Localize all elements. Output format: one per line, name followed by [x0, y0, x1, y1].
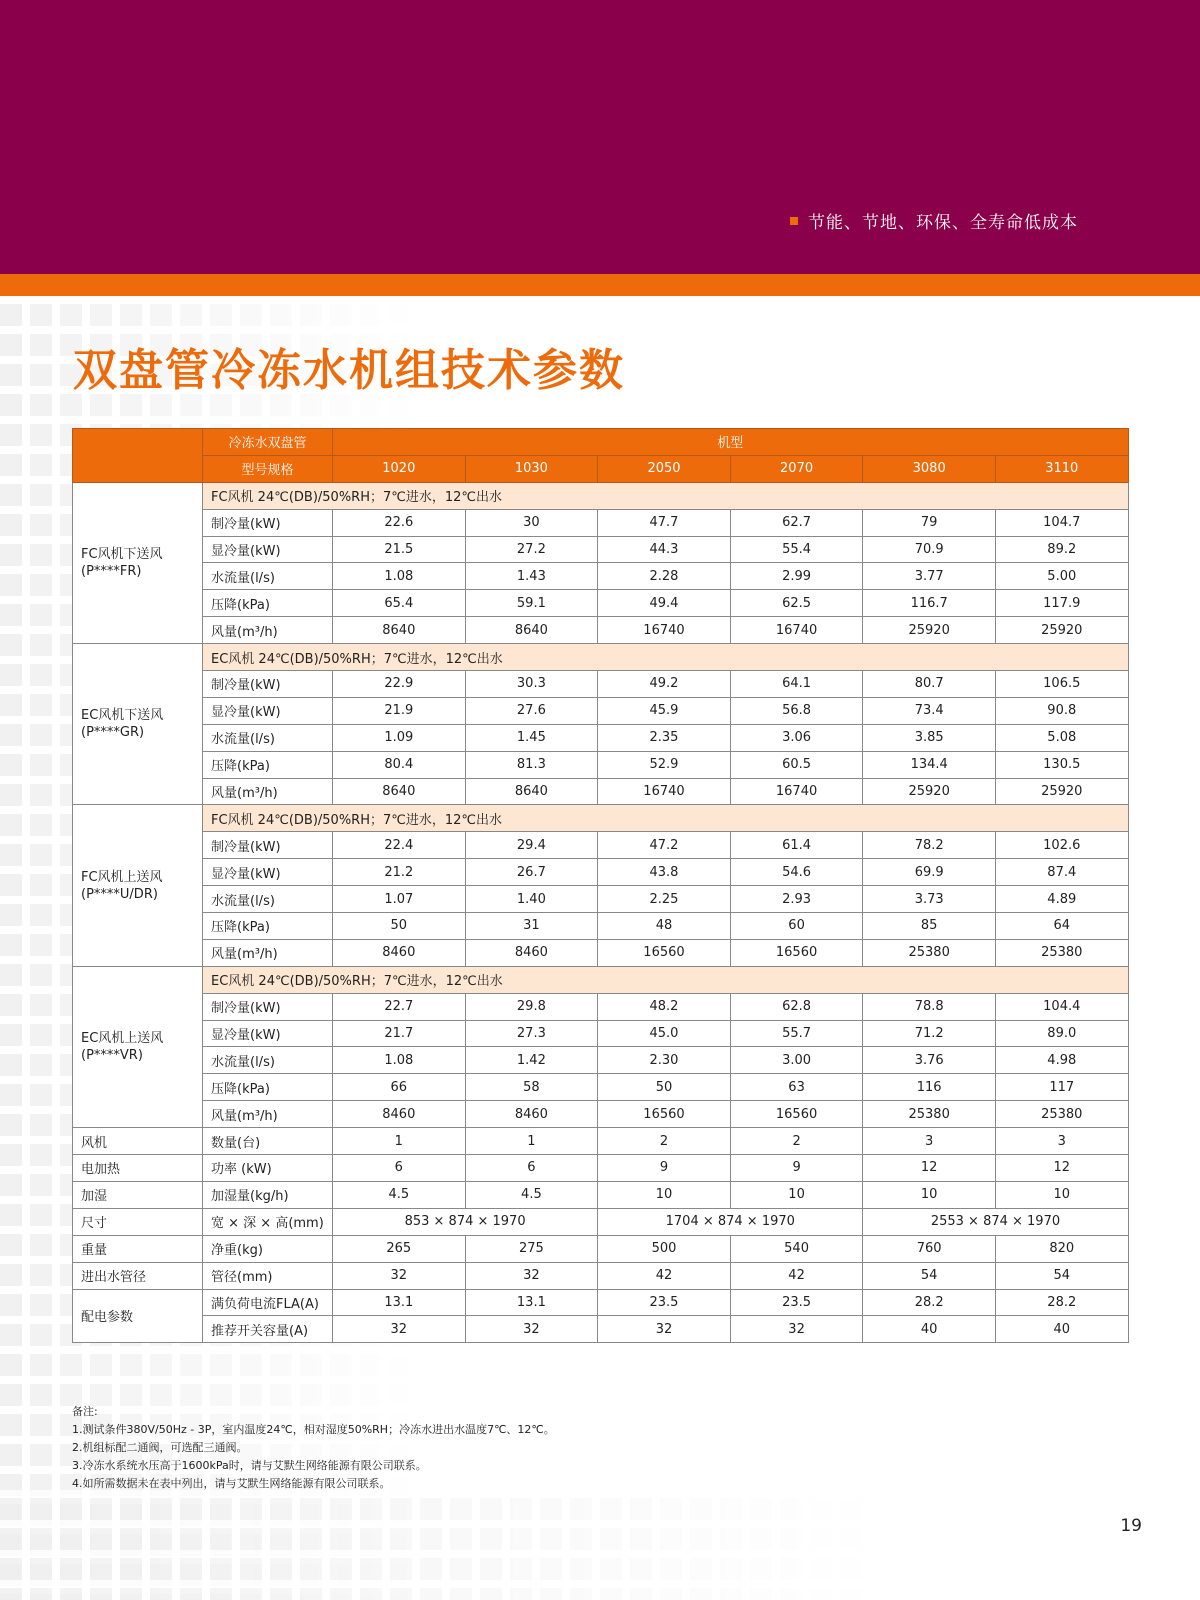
- value-cell: 23.5: [598, 1289, 731, 1316]
- table-row: [73, 939, 1129, 966]
- value-cell: 820: [995, 1235, 1128, 1262]
- value-cell: 21.7: [333, 1020, 466, 1047]
- row-label-cell: 满负荷电流FLA(A): [203, 1289, 333, 1316]
- value-cell: 25920: [863, 778, 996, 805]
- value-cell: 9: [730, 1155, 863, 1182]
- value-cell: 4.5: [333, 1181, 466, 1208]
- table-row: [73, 859, 1129, 886]
- row-label-cell: 水流量(l/s): [203, 886, 333, 913]
- value-cell: 8640: [333, 778, 466, 805]
- value-cell: 8460: [333, 939, 466, 966]
- square-bullet-icon: [790, 217, 798, 225]
- spec-table-body: [73, 429, 1129, 1343]
- value-cell: 32: [465, 1262, 598, 1289]
- value-cell: 80.4: [333, 751, 466, 778]
- value-cell: 10: [863, 1181, 996, 1208]
- row-label-cell: 显冷量(kW): [203, 697, 333, 724]
- group-name-cell: 尺寸: [73, 1208, 203, 1235]
- value-cell: 59.1: [465, 590, 598, 617]
- value-cell: 30: [465, 509, 598, 536]
- row-label-cell: 加湿量(kg/h): [203, 1181, 333, 1208]
- group-name-cell: 重量: [73, 1235, 203, 1262]
- value-cell: 79: [863, 509, 996, 536]
- value-cell: 61.4: [730, 832, 863, 859]
- value-cell: 500: [598, 1235, 731, 1262]
- table-row: [73, 1155, 1129, 1182]
- group-name-cell: FC风机上送风 (P****U/DR): [73, 805, 203, 966]
- header-label-cell: 冷冻水双盘管: [203, 429, 333, 456]
- condition-cell: FC风机 24℃(DB)/50%RH；7℃进水，12℃出水: [203, 805, 1129, 832]
- table-row: [73, 751, 1129, 778]
- value-cell: 89.2: [995, 536, 1128, 563]
- header-row: [73, 429, 1129, 456]
- value-cell: 32: [333, 1262, 466, 1289]
- value-cell: 27.6: [465, 697, 598, 724]
- row-label-cell: 制冷量(kW): [203, 832, 333, 859]
- note-item: 4.如所需数据未在表中列出，请与艾默生网络能源有限公司联系。: [72, 1477, 391, 1490]
- model-header-cell: 3110: [995, 455, 1128, 482]
- value-cell: 32: [333, 1316, 466, 1343]
- table-row: [73, 1020, 1129, 1047]
- table-row: [73, 1208, 1129, 1235]
- value-cell: 760: [863, 1235, 996, 1262]
- value-cell: 21.2: [333, 859, 466, 886]
- value-cell: 85: [863, 913, 996, 940]
- notes-heading: 备注:: [72, 1405, 98, 1418]
- table-row: [73, 993, 1129, 1020]
- table-row: [73, 1047, 1129, 1074]
- value-cell: 117: [995, 1074, 1128, 1101]
- value-cell: 62.8: [730, 993, 863, 1020]
- value-cell: 2: [598, 1128, 731, 1155]
- table-row: [73, 1316, 1129, 1343]
- value-cell: 1.45: [465, 724, 598, 751]
- value-cell: 45.0: [598, 1020, 731, 1047]
- row-label-cell: 显冷量(kW): [203, 536, 333, 563]
- value-cell: 2: [730, 1128, 863, 1155]
- model-header-cell: 2070: [730, 455, 863, 482]
- value-cell: 80.7: [863, 671, 996, 698]
- row-label-cell: 水流量(l/s): [203, 1047, 333, 1074]
- value-cell: 106.5: [995, 671, 1128, 698]
- value-cell: 102.6: [995, 832, 1128, 859]
- header-label-cell: 型号规格: [203, 455, 333, 482]
- value-cell: 55.4: [730, 536, 863, 563]
- value-cell: 81.3: [465, 751, 598, 778]
- group-name-cell: 风机: [73, 1128, 203, 1155]
- value-cell: 117.9: [995, 590, 1128, 617]
- value-cell: 22.7: [333, 993, 466, 1020]
- value-cell: 64: [995, 913, 1128, 940]
- value-cell: 70.9: [863, 536, 996, 563]
- orange-stripe: [0, 274, 1200, 296]
- value-cell: 54: [863, 1262, 996, 1289]
- row-label-cell: 显冷量(kW): [203, 1020, 333, 1047]
- value-cell: 10: [995, 1181, 1128, 1208]
- value-cell: 16740: [598, 617, 731, 644]
- row-label-cell: 显冷量(kW): [203, 859, 333, 886]
- value-cell: 25380: [863, 939, 996, 966]
- value-cell: 71.2: [863, 1020, 996, 1047]
- value-cell: 44.3: [598, 536, 731, 563]
- value-cell: 13.1: [465, 1289, 598, 1316]
- row-label-cell: 推荐开关容量(A): [203, 1316, 333, 1343]
- page-number: 19: [1120, 1516, 1142, 1536]
- slogan: [790, 208, 1078, 233]
- value-cell: 6: [333, 1155, 466, 1182]
- value-cell: 30.3: [465, 671, 598, 698]
- value-cell: 32: [598, 1316, 731, 1343]
- value-cell: 42: [730, 1262, 863, 1289]
- group-name-cell: 配电参数: [73, 1289, 203, 1343]
- value-cell: 22.6: [333, 509, 466, 536]
- table-row: [73, 724, 1129, 751]
- value-cell: 1.08: [333, 1047, 466, 1074]
- row-label-cell: 压降(kPa): [203, 1074, 333, 1101]
- table-row: [73, 1235, 1129, 1262]
- value-cell: 10: [598, 1181, 731, 1208]
- table-row: [73, 697, 1129, 724]
- row-label-cell: 数量(台): [203, 1128, 333, 1155]
- value-cell: 3.85: [863, 724, 996, 751]
- condition-cell: EC风机 24℃(DB)/50%RH；7℃进水，12℃出水: [203, 644, 1129, 671]
- value-cell: 130.5: [995, 751, 1128, 778]
- value-cell: 2.30: [598, 1047, 731, 1074]
- table-row: [73, 617, 1129, 644]
- value-cell: 16740: [730, 617, 863, 644]
- condition-row: [73, 482, 1129, 509]
- value-cell: 54: [995, 1262, 1128, 1289]
- value-cell: 265: [333, 1235, 466, 1262]
- value-cell: 21.5: [333, 536, 466, 563]
- dimension-cell: 853 × 874 × 1970: [333, 1208, 598, 1235]
- value-cell: 8460: [333, 1101, 466, 1128]
- value-cell: 3.73: [863, 886, 996, 913]
- value-cell: 32: [465, 1316, 598, 1343]
- value-cell: 62.5: [730, 590, 863, 617]
- table-row: [73, 536, 1129, 563]
- value-cell: 49.4: [598, 590, 731, 617]
- value-cell: 4.89: [995, 886, 1128, 913]
- value-cell: 87.4: [995, 859, 1128, 886]
- row-label-cell: 压降(kPa): [203, 590, 333, 617]
- group-name-cell: 进出水管径: [73, 1262, 203, 1289]
- value-cell: 23.5: [730, 1289, 863, 1316]
- value-cell: 32: [730, 1316, 863, 1343]
- table-row: [73, 1074, 1129, 1101]
- group-name-cell: 电加热: [73, 1155, 203, 1182]
- dimension-cell: 1704 × 874 × 1970: [598, 1208, 863, 1235]
- row-label-cell: 功率 (kW): [203, 1155, 333, 1182]
- notes: [72, 1403, 555, 1493]
- value-cell: 2.93: [730, 886, 863, 913]
- row-label-cell: 宽 × 深 × 高(mm): [203, 1208, 333, 1235]
- value-cell: 27.3: [465, 1020, 598, 1047]
- value-cell: 22.4: [333, 832, 466, 859]
- value-cell: 25380: [995, 939, 1128, 966]
- row-label-cell: 制冷量(kW): [203, 993, 333, 1020]
- value-cell: 25920: [995, 617, 1128, 644]
- value-cell: 64.1: [730, 671, 863, 698]
- value-cell: 42: [598, 1262, 731, 1289]
- value-cell: 29.8: [465, 993, 598, 1020]
- row-label-cell: 风量(m³/h): [203, 1101, 333, 1128]
- value-cell: 8460: [465, 939, 598, 966]
- slogan-text: 节能、节地、环保、全寿命低成本: [808, 213, 1078, 233]
- value-cell: 1.08: [333, 563, 466, 590]
- value-cell: 3.06: [730, 724, 863, 751]
- row-label-cell: 风量(m³/h): [203, 939, 333, 966]
- value-cell: 90.8: [995, 697, 1128, 724]
- value-cell: 116: [863, 1074, 996, 1101]
- value-cell: 12: [995, 1155, 1128, 1182]
- value-cell: 3: [863, 1128, 996, 1155]
- value-cell: 26.7: [465, 859, 598, 886]
- row-label-cell: 水流量(l/s): [203, 724, 333, 751]
- condition-row: [73, 966, 1129, 993]
- table-row: [73, 1101, 1129, 1128]
- value-cell: 50: [598, 1074, 731, 1101]
- value-cell: 16560: [598, 1101, 731, 1128]
- value-cell: 63: [730, 1074, 863, 1101]
- value-cell: 25380: [863, 1101, 996, 1128]
- background-grid-pattern-bottom: [0, 1490, 900, 1600]
- row-label-cell: 制冷量(kW): [203, 509, 333, 536]
- row-label-cell: 净重(kg): [203, 1235, 333, 1262]
- value-cell: 66: [333, 1074, 466, 1101]
- table-row: [73, 832, 1129, 859]
- value-cell: 29.4: [465, 832, 598, 859]
- value-cell: 40: [995, 1316, 1128, 1343]
- table-row: [73, 563, 1129, 590]
- value-cell: 16740: [598, 778, 731, 805]
- row-label-cell: 风量(m³/h): [203, 617, 333, 644]
- value-cell: 134.4: [863, 751, 996, 778]
- value-cell: 89.0: [995, 1020, 1128, 1047]
- value-cell: 8640: [465, 617, 598, 644]
- value-cell: 43.8: [598, 859, 731, 886]
- value-cell: 52.9: [598, 751, 731, 778]
- value-cell: 3.77: [863, 563, 996, 590]
- value-cell: 1.43: [465, 563, 598, 590]
- value-cell: 16740: [730, 778, 863, 805]
- table-row: [73, 1181, 1129, 1208]
- value-cell: 28.2: [863, 1289, 996, 1316]
- table-row: [73, 1262, 1129, 1289]
- table-row: [73, 913, 1129, 940]
- condition-row: [73, 805, 1129, 832]
- value-cell: 78.8: [863, 993, 996, 1020]
- value-cell: 21.9: [333, 697, 466, 724]
- value-cell: 540: [730, 1235, 863, 1262]
- value-cell: 50: [333, 913, 466, 940]
- value-cell: 3.76: [863, 1047, 996, 1074]
- table-row: [73, 671, 1129, 698]
- header-row: [73, 455, 1129, 482]
- table-row: [73, 1289, 1129, 1316]
- row-label-cell: 制冷量(kW): [203, 671, 333, 698]
- note-item: 3.冷冻水系统水压高于1600kPa时，请与艾默生网络能源有限公司联系。: [72, 1459, 427, 1472]
- value-cell: 5.00: [995, 563, 1128, 590]
- dimension-cell: 2553 × 874 × 1970: [863, 1208, 1128, 1235]
- value-cell: 1.09: [333, 724, 466, 751]
- value-cell: 8460: [465, 1101, 598, 1128]
- value-cell: 73.4: [863, 697, 996, 724]
- note-item: 1.测试条件380V/50Hz - 3P，室内温度24℃，相对湿度50%RH；冷冻水进出水温度7℃、12℃。: [72, 1423, 555, 1436]
- table-row: [73, 590, 1129, 617]
- value-cell: 62.7: [730, 509, 863, 536]
- value-cell: 2.25: [598, 886, 731, 913]
- table-row: [73, 886, 1129, 913]
- value-cell: 8640: [465, 778, 598, 805]
- value-cell: 25920: [995, 778, 1128, 805]
- value-cell: 48.2: [598, 993, 731, 1020]
- model-header-cell: 1020: [333, 455, 466, 482]
- group-name-cell: EC风机上送风 (P****VR): [73, 966, 203, 1127]
- model-header-cell: 1030: [465, 455, 598, 482]
- value-cell: 2.35: [598, 724, 731, 751]
- value-cell: 10: [730, 1181, 863, 1208]
- value-cell: 275: [465, 1235, 598, 1262]
- value-cell: 9: [598, 1155, 731, 1182]
- value-cell: 47.7: [598, 509, 731, 536]
- value-cell: 27.2: [465, 536, 598, 563]
- note-item: 2.机组标配二通阀，可选配三通阀。: [72, 1441, 248, 1454]
- header-model-group-cell: 机型: [333, 429, 1129, 456]
- value-cell: 31: [465, 913, 598, 940]
- value-cell: 25380: [995, 1101, 1128, 1128]
- value-cell: 116.7: [863, 590, 996, 617]
- value-cell: 3.00: [730, 1047, 863, 1074]
- value-cell: 49.2: [598, 671, 731, 698]
- value-cell: 1.07: [333, 886, 466, 913]
- value-cell: 28.2: [995, 1289, 1128, 1316]
- header-corner-cell: [73, 429, 203, 483]
- spec-table: [72, 428, 1129, 1343]
- group-name-cell: FC风机下送风 (P****FR): [73, 482, 203, 643]
- table-row: [73, 778, 1129, 805]
- value-cell: 8640: [333, 617, 466, 644]
- group-name-cell: 加湿: [73, 1181, 203, 1208]
- value-cell: 40: [863, 1316, 996, 1343]
- value-cell: 25920: [863, 617, 996, 644]
- value-cell: 1.40: [465, 886, 598, 913]
- model-header-cell: 3080: [863, 455, 996, 482]
- table-row: [73, 1128, 1129, 1155]
- value-cell: 60: [730, 913, 863, 940]
- row-label-cell: 压降(kPa): [203, 913, 333, 940]
- value-cell: 1: [465, 1128, 598, 1155]
- model-header-cell: 2050: [598, 455, 731, 482]
- group-name-cell: EC风机下送风 (P****GR): [73, 644, 203, 805]
- value-cell: 22.9: [333, 671, 466, 698]
- value-cell: 13.1: [333, 1289, 466, 1316]
- condition-cell: FC风机 24℃(DB)/50%RH；7℃进水，12℃出水: [203, 482, 1129, 509]
- value-cell: 48: [598, 913, 731, 940]
- row-label-cell: 压降(kPa): [203, 751, 333, 778]
- value-cell: 5.08: [995, 724, 1128, 751]
- value-cell: 45.9: [598, 697, 731, 724]
- value-cell: 54.6: [730, 859, 863, 886]
- value-cell: 16560: [730, 939, 863, 966]
- value-cell: 16560: [598, 939, 731, 966]
- value-cell: 56.8: [730, 697, 863, 724]
- value-cell: 78.2: [863, 832, 996, 859]
- value-cell: 4.98: [995, 1047, 1128, 1074]
- value-cell: 55.7: [730, 1020, 863, 1047]
- value-cell: 2.28: [598, 563, 731, 590]
- table-row: [73, 509, 1129, 536]
- value-cell: 12: [863, 1155, 996, 1182]
- value-cell: 6: [465, 1155, 598, 1182]
- value-cell: 65.4: [333, 590, 466, 617]
- value-cell: 69.9: [863, 859, 996, 886]
- value-cell: 58: [465, 1074, 598, 1101]
- row-label-cell: 风量(m³/h): [203, 778, 333, 805]
- condition-cell: EC风机 24℃(DB)/50%RH；7℃进水，12℃出水: [203, 966, 1129, 993]
- value-cell: 16560: [730, 1101, 863, 1128]
- row-label-cell: 水流量(l/s): [203, 563, 333, 590]
- value-cell: 104.4: [995, 993, 1128, 1020]
- value-cell: 1: [333, 1128, 466, 1155]
- value-cell: 3: [995, 1128, 1128, 1155]
- page-title: 双盘管冷冻水机组技术参数: [73, 345, 625, 396]
- value-cell: 60.5: [730, 751, 863, 778]
- condition-row: [73, 644, 1129, 671]
- value-cell: 47.2: [598, 832, 731, 859]
- row-label-cell: 管径(mm): [203, 1262, 333, 1289]
- value-cell: 2.99: [730, 563, 863, 590]
- value-cell: 104.7: [995, 509, 1128, 536]
- value-cell: 1.42: [465, 1047, 598, 1074]
- value-cell: 4.5: [465, 1181, 598, 1208]
